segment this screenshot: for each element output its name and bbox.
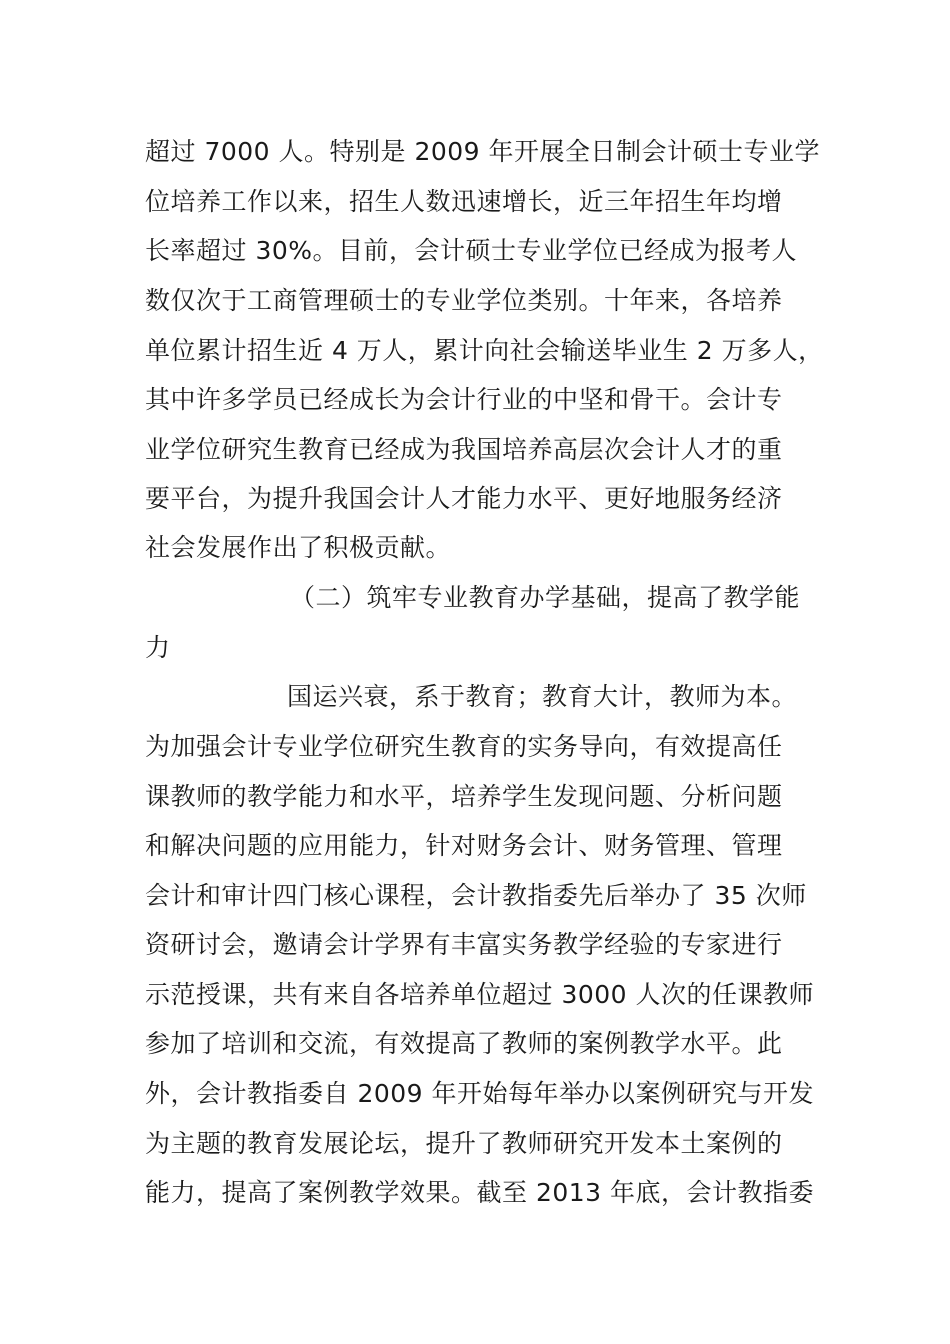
paragraph-opening-line: 国运兴衰，系于教育；教育大计，教师为本。 [287,682,798,711]
text-line: 位培养工作以来，招生人数迅速增长，近三年招生年均增 [145,187,783,216]
text-line: 为主题的教育发展论坛，提升了教师研究开发本土案例的 [145,1129,783,1158]
text-line: 外，会计教指委自 2009 年开始每年举办以案例研究与开发 [145,1079,815,1108]
text-line: 和解决问题的应用能力，针对财务会计、财务管理、管理 [145,831,783,860]
section-heading-continuation: 力 [145,633,171,662]
text-line: 长率超过 30%。目前，会计硕士专业学位已经成为报考人 [145,236,798,265]
text-line: 参加了培训和交流，有效提高了教师的案例教学水平。此 [145,1029,783,1058]
section-heading: （二）筑牢专业教育办学基础，提高了教学能 [290,583,801,612]
text-line: 课教师的教学能力和水平，培养学生发现问题、分析问题 [145,782,783,811]
text-line: 单位累计招生近 4 万人，累计向社会输送毕业生 2 万多人， [145,336,824,365]
text-line: 会计和审计四门核心课程，会计教指委先后举办了 35 次师 [145,881,807,910]
text-line: 资研讨会，邀请会计学界有丰富实务教学经验的专家进行 [145,930,783,959]
text-line: 能力，提高了案例教学效果。截至 2013 年底，会计教指委 [145,1178,815,1207]
text-line: 业学位研究生教育已经成为我国培养高层次会计人才的重 [145,435,783,464]
text-line: 超过 7000 人。特别是 2009 年开展全日制会计硕士专业学 [145,137,821,166]
text-line: 社会发展作出了积极贡献。 [145,533,452,562]
text-line: 要平台，为提升我国会计人才能力水平、更好地服务经济 [145,484,783,513]
text-line: 其中许多学员已经成长为会计行业的中坚和骨干。会计专 [145,385,783,414]
text-line: 数仅次于工商管理硕士的专业学位类别。十年来，各培养 [145,286,783,315]
text-line: 示范授课，共有来自各培养单位超过 3000 人次的任课教师 [145,980,815,1009]
text-line: 为加强会计专业学位研究生教育的实务导向，有效提高任 [145,732,783,761]
